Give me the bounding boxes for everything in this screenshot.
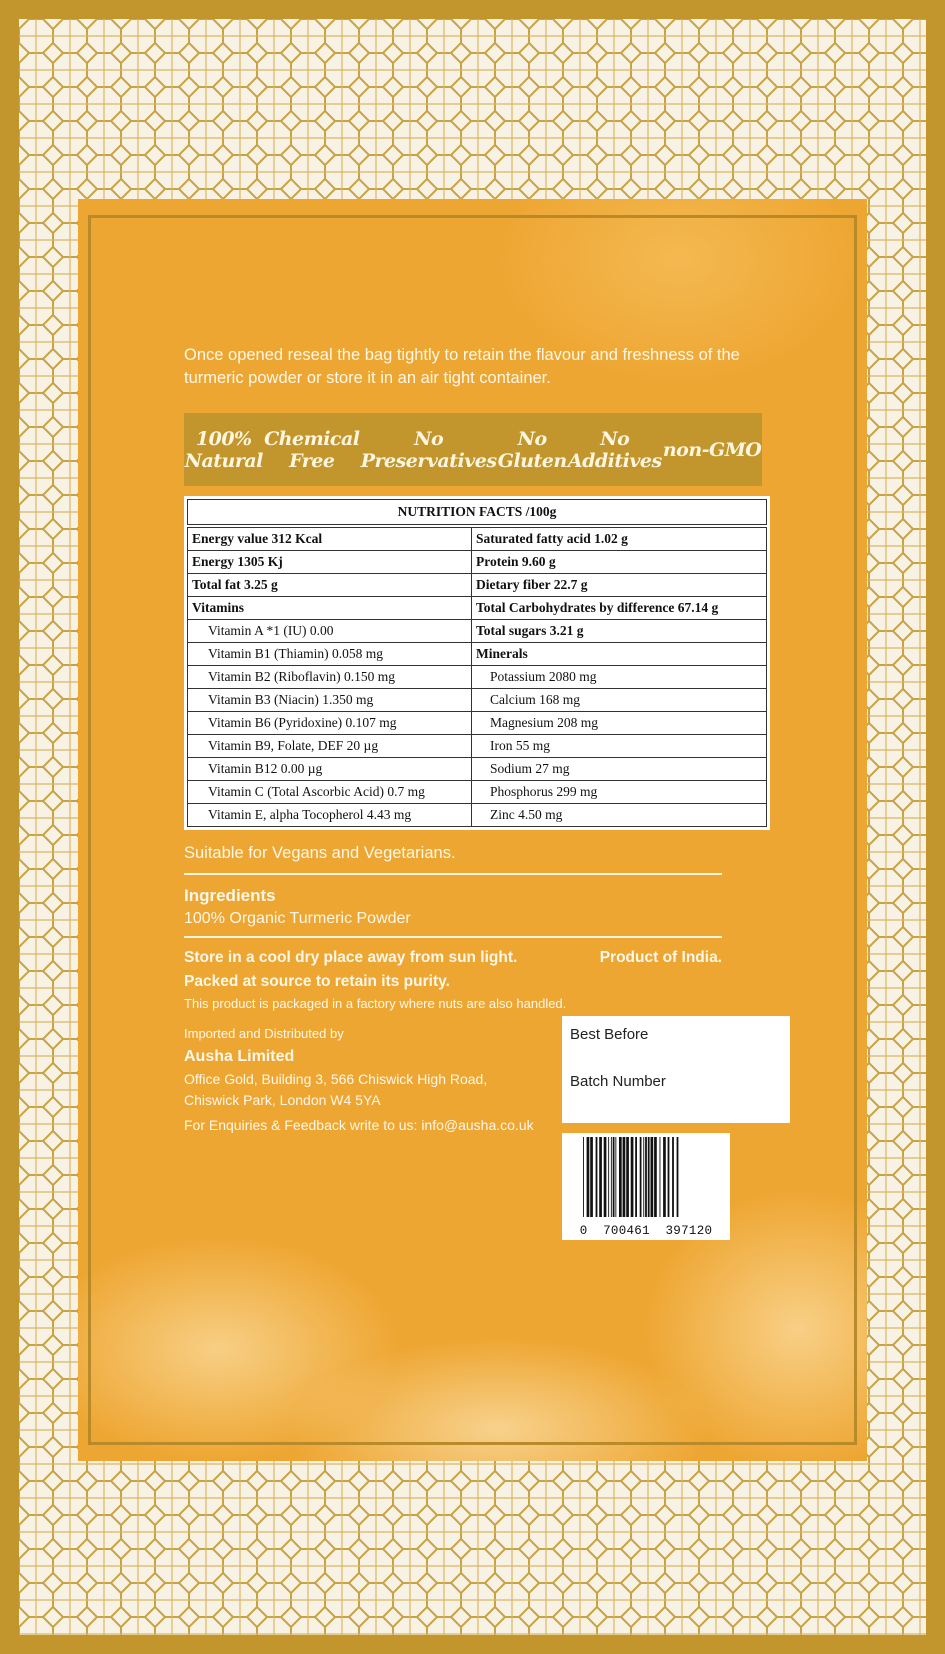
nutrition-cell-right: Iron 55 mg	[471, 735, 766, 758]
badge-chemical-free: Chemical Free	[264, 427, 360, 472]
ingredients-title: Ingredients	[184, 886, 276, 905]
badge-non-gmo: non-GMO	[662, 438, 762, 461]
nutrition-cell-left: Energy 1305 Kj	[188, 551, 472, 574]
ingredients-value: 100% Organic Turmeric Powder	[184, 910, 411, 927]
panel-frame	[88, 215, 857, 1445]
best-before-label: Best Before	[570, 1026, 649, 1043]
nutrition-row	[188, 758, 767, 781]
nutrition-cell-right: Total sugars 3.21 g	[471, 620, 766, 643]
storage-instruction: Store in a cool dry place away from sun light.	[184, 949, 518, 966]
best-before-box	[562, 1016, 790, 1123]
turmeric-panel	[78, 199, 867, 1461]
nutrition-cell-right: Sodium 27 mg	[471, 758, 766, 781]
address-line-2: Chiswick Park, London W4 5YA	[184, 1092, 381, 1108]
nutrition-row	[188, 574, 767, 597]
nutrition-cell-right: Dietary fiber 22.7 g	[471, 574, 766, 597]
badge-no-preservatives: No Preservatives	[360, 427, 497, 472]
suitable-note: Suitable for Vegans and Vegetarians.	[184, 844, 456, 862]
nutrition-cell-right: Zinc 4.50 mg	[471, 804, 766, 827]
batch-number-label: Batch Number	[570, 1073, 666, 1090]
nutrition-title-row	[188, 500, 767, 527]
nutrition-table	[184, 496, 770, 830]
nutrition-row	[188, 620, 767, 643]
packed-note: Packed at source to retain its purity.	[184, 973, 450, 990]
nutrition-cell-right: Total Carbohydrates by difference 67.14 g	[471, 597, 766, 620]
nutrition-row	[188, 689, 767, 712]
nutrition-cell-right: Protein 9.60 g	[471, 551, 766, 574]
nutrition-row	[188, 735, 767, 758]
nutrition-cell-left: Vitamin A *1 (IU) 0.00	[188, 620, 472, 643]
nutrition-cell-right: Calcium 168 mg	[471, 689, 766, 712]
barcode-bars	[583, 1137, 709, 1217]
nutrition-cell-left: Vitamin B6 (Pyridoxine) 0.107 mg	[188, 712, 472, 735]
claims-badges	[184, 413, 762, 486]
nutrition-row	[188, 643, 767, 666]
nutrition-cell-right: Potassium 2080 mg	[471, 666, 766, 689]
nutrition-row	[188, 551, 767, 574]
storage-note: Once opened reseal the bag tightly to retain the flavour and freshness of the turmeric powder or store it in an air tight container.	[184, 346, 740, 387]
badge-no-additives: No Additives	[567, 427, 662, 472]
nutrition-cell-left: Energy value 312 Kcal	[188, 526, 472, 551]
nutrition-row	[188, 712, 767, 735]
allergen-note: This product is packaged in a factory where nuts are also handled.	[184, 996, 567, 1011]
nutrition-cell-right: Minerals	[471, 643, 766, 666]
nutrition-row	[188, 666, 767, 689]
badge-natural: 100% Natural	[184, 427, 263, 472]
nutrition-cell-left: Vitamin B1 (Thiamin) 0.058 mg	[188, 643, 472, 666]
nutrition-cell-left: Vitamin B3 (Niacin) 1.350 mg	[188, 689, 472, 712]
address-line-1: Office Gold, Building 3, 566 Chiswick High Road,	[184, 1071, 488, 1087]
divider	[184, 873, 722, 875]
nutrition-cell-left: Vitamin C (Total Ascorbic Acid) 0.7 mg	[188, 781, 472, 804]
nutrition-cell-left: Vitamins	[188, 597, 472, 620]
nutrition-cell-left: Vitamin B12 0.00 µg	[188, 758, 472, 781]
barcode-digits: 0 700461 397120	[579, 1224, 713, 1238]
nutrition-row	[188, 597, 767, 620]
importer-label: Imported and Distributed by	[184, 1026, 344, 1041]
nutrition-cell-right: Saturated fatty acid 1.02 g	[471, 526, 766, 551]
nutrition-title: NUTRITION FACTS /100g	[188, 500, 767, 527]
nutrition-cell-left: Total fat 3.25 g	[188, 574, 472, 597]
barcode	[562, 1133, 730, 1240]
nutrition-cell-left: Vitamin B9, Folate, DEF 20 µg	[188, 735, 472, 758]
nutrition-row	[188, 526, 767, 551]
divider	[184, 936, 722, 938]
company-name: Ausha Limited	[184, 1048, 295, 1065]
enquiries-note: For Enquiries & Feedback write to us: info@ausha.co.uk	[184, 1117, 534, 1133]
nutrition-cell-right: Phosphorus 299 mg	[471, 781, 766, 804]
nutrition-row	[188, 804, 767, 827]
nutrition-cell-left: Vitamin E, alpha Tocopherol 4.43 mg	[188, 804, 472, 827]
nutrition-cell-right: Magnesium 208 mg	[471, 712, 766, 735]
nutrition-row	[188, 781, 767, 804]
product-origin: Product of India.	[599, 949, 722, 966]
nutrition-cell-left: Vitamin B2 (Riboflavin) 0.150 mg	[188, 666, 472, 689]
badge-no-gluten: No Gluten	[497, 427, 567, 472]
